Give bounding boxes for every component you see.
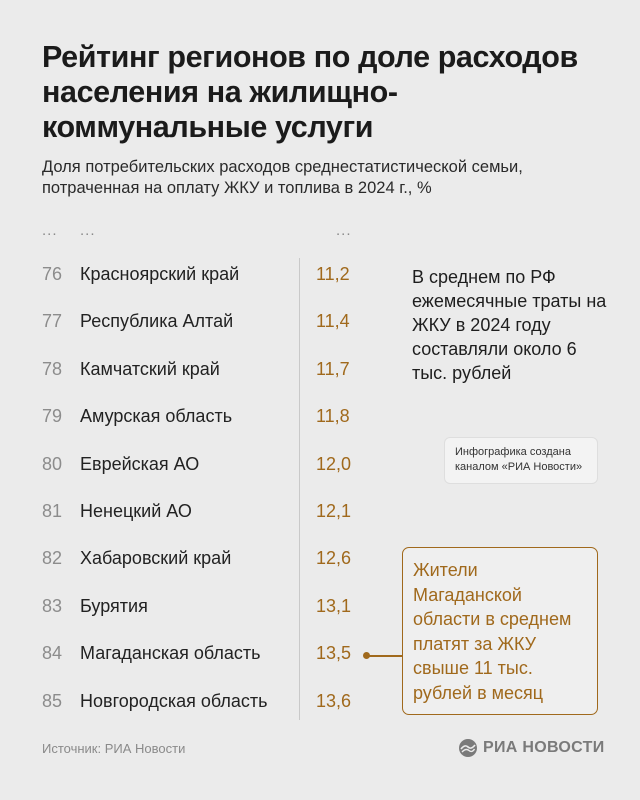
table-row xyxy=(0,679,380,726)
source-text: Источник: РИА Новости xyxy=(42,741,186,756)
page-title: Рейтинг регионов по доле расходов населения на жилищно-коммунальные услуги xyxy=(42,40,578,144)
rank-label: 80 xyxy=(42,453,63,474)
column-divider xyxy=(299,258,300,720)
callout-box: Жители Магаданской области в среднем платят за ЖКУ свыше 11 тыс. рублей в месяц xyxy=(402,547,598,715)
value-label: 11,4 xyxy=(316,311,350,332)
brand-logo xyxy=(458,738,605,758)
value-label: 12,0 xyxy=(316,453,352,474)
table-row xyxy=(0,536,380,583)
value-label: 11,8 xyxy=(316,406,350,427)
table-row xyxy=(0,394,380,441)
region-name: Красноярский край xyxy=(80,264,240,284)
region-name: Республика Алтай xyxy=(80,311,234,332)
table-row xyxy=(0,442,380,489)
table-row xyxy=(0,347,380,394)
table-row xyxy=(0,584,380,631)
rank-label: 82 xyxy=(42,548,63,569)
value-label: 13,1 xyxy=(316,595,352,616)
ellipsis-value: ... xyxy=(336,222,352,239)
rank-label: 79 xyxy=(42,406,63,427)
logo-text: РИА НОВОСТИ xyxy=(483,739,605,756)
average-note: В среднем по РФ ежемесячные траты на ЖКУ в 2024 году составляли около 6 тыс. рублей xyxy=(412,267,607,383)
region-name: Бурятия xyxy=(80,595,148,616)
region-name: Хабаровский край xyxy=(80,548,232,569)
table-row xyxy=(0,252,380,299)
region-name: Новгородская область xyxy=(80,690,268,711)
rank-label: 76 xyxy=(42,264,63,284)
value-label: 13,5 xyxy=(316,643,352,664)
value-label: 12,6 xyxy=(316,548,352,569)
ellipsis-name: ... xyxy=(80,222,96,239)
value-label: 13,6 xyxy=(316,690,352,711)
callout-marker xyxy=(363,652,370,659)
rank-label: 83 xyxy=(42,595,63,616)
table-row xyxy=(0,631,380,678)
region-name: Амурская область xyxy=(80,406,233,427)
value-label: 11,7 xyxy=(316,358,350,379)
region-name: Камчатский край xyxy=(80,358,220,379)
region-name: Еврейская АО xyxy=(80,453,200,474)
credit-badge: Инфографика создана каналом «РИА Новости» xyxy=(444,437,598,484)
value-label: 11,2 xyxy=(316,264,350,284)
rank-label: 81 xyxy=(42,501,63,521)
region-name: Магаданская область xyxy=(80,643,261,664)
rank-label: 84 xyxy=(42,643,63,664)
ria-globe-icon xyxy=(458,738,478,758)
page-subtitle: Доля потребительских расходов среднестатистической семьи, потраченная на оплату ЖКУ и топлива в 2024 г., % xyxy=(42,158,523,197)
value-label: 12,1 xyxy=(316,501,352,521)
rank-label: 77 xyxy=(42,311,63,332)
ellipsis-rank: ... xyxy=(42,222,58,239)
rank-label: 85 xyxy=(42,690,63,711)
rank-label: 78 xyxy=(42,358,63,379)
table-row xyxy=(0,489,380,536)
region-name: Ненецкий АО xyxy=(80,501,192,521)
table-row xyxy=(0,299,380,346)
callout-connector xyxy=(367,655,402,657)
